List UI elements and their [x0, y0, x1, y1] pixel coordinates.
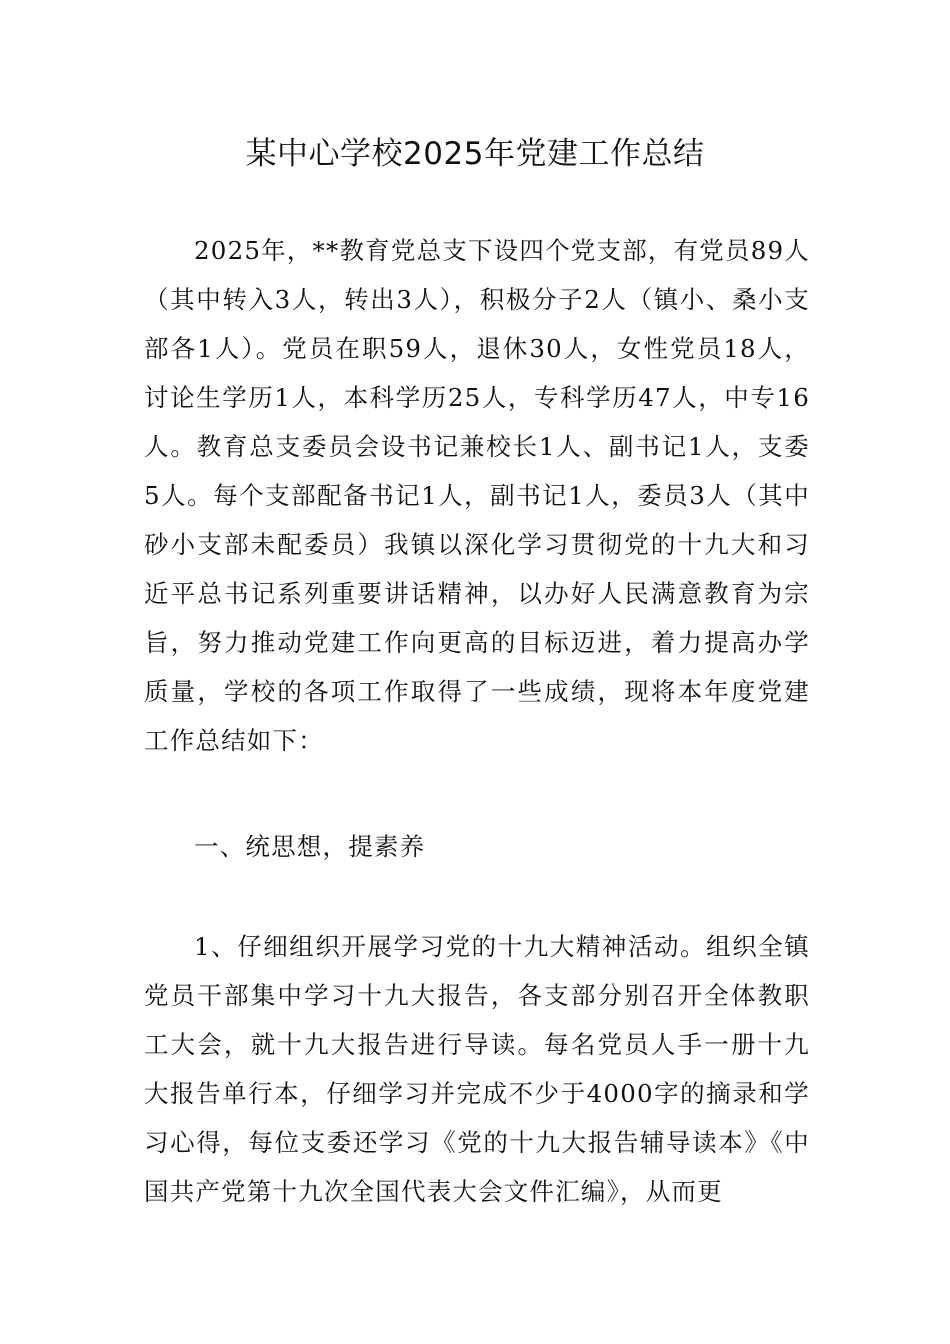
section-one-paragraph: 1、仔细组织开展学习党的十九大精神活动。组织全镇党员干部集中学习十九大报告，各支部分别召开全体教职工大会，就十九大报告进行导读。每名党员人手一册十九大报告单行本，仔细学习并完成不少于4000字的摘录和学习心得，每位支委还学习《党的十九大报告辅导读本》《中国共产党第十九次全国代表大会文件汇编》，从而更: [144, 932, 810, 1206]
intro-paragraph: 2025年，**教育党总支下设四个党支部，有党员89人（其中转入3人，转出3人），积极分子2人（镇小、桑小支部各1人）。党员在职59人，退休30人，女性党员18人，讨论生学历1人，本科学历25人，专科学历47人，中专16人。教育总支委员会设书记兼校长1人、副书记1人，支委5人。每个支部配备书记1人，副书记1人，委员3人（其中砂小支部未配委员）我镇以深化学习贯彻党的十九大和习近平总书记系列重要讲话精神，以办好人民满意教育为宗旨，努力推动党建工作向更高的目标迈进，着力提高办学质量，学校的各项工作取得了一些成绩，现将本年度党建工作总结如下：: [144, 236, 810, 755]
document-title: 某中心学校2025年党建工作总结: [245, 136, 705, 172]
section-one-heading: 一、统思想，提素养: [194, 832, 426, 861]
